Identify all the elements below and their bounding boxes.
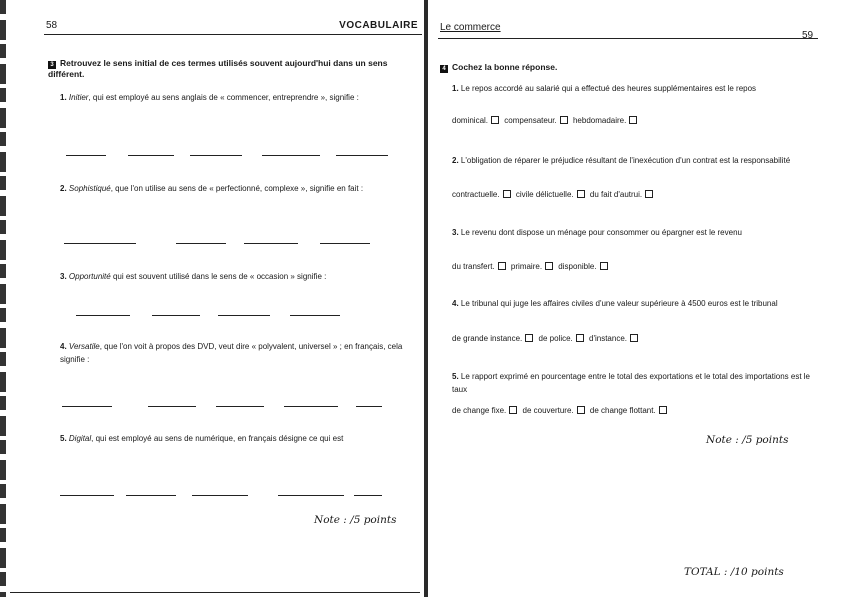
checkbox[interactable] [545, 262, 553, 270]
answer-blank[interactable] [354, 495, 382, 496]
header-rule [44, 34, 422, 35]
answer-blank[interactable] [284, 406, 338, 407]
checkbox[interactable] [577, 190, 585, 198]
answer-blank[interactable] [64, 243, 136, 244]
instruction-text: Retrouvez le sens initial de ces termes utilisés souvent aujourd'hui dans un sens différent. [48, 58, 388, 79]
score-note: Note : /5 points [706, 434, 789, 446]
answer-blank[interactable] [62, 406, 112, 407]
list-item: 5. Le rapport exprimé en pourcentage entre le total des exportations et le total des importations est le taux [452, 372, 810, 394]
list-item: 4. Versatile, que l'on voit à propos des DVD, veut dire « polyvalent, universel » ; en français, cela signifie : [60, 342, 403, 364]
book-gutter [424, 0, 428, 597]
answer-blank[interactable] [262, 155, 320, 156]
checkbox[interactable] [630, 334, 638, 342]
exercise-number-badge: 4 [440, 65, 448, 73]
answer-blank[interactable] [290, 315, 340, 316]
checkbox[interactable] [577, 406, 585, 414]
running-head: VOCABULAIRE [339, 20, 418, 31]
footer-rule [10, 592, 420, 593]
choice-row: de change fixe. de couverture. de change flottant. [452, 405, 670, 417]
running-head: Le commerce [440, 22, 501, 33]
list-item: 2. Sophistiqué, que l'on utilise au sens de « perfectionné, complexe », signifie en fait : [60, 184, 364, 193]
page-number: 59 [802, 30, 814, 41]
answer-blank[interactable] [60, 495, 114, 496]
score-note: Note : /5 points [314, 514, 397, 526]
instruction-text: Cochez la bonne réponse. [452, 62, 558, 72]
answer-blank[interactable] [336, 155, 388, 156]
list-item: 5. Digital, qui est employé au sens de numérique, en français désigne ce qui est [60, 434, 344, 443]
list-item: 1. Le repos accordé au salarié qui a effectué des heures supplémentaires est le repos [452, 84, 757, 93]
list-item: 2. L'obligation de réparer le préjudice résultant de l'inexécution d'un contrat est la responsabilité [452, 156, 791, 165]
choice-row: contractuelle. civile délictuelle. du fait d'autrui. [452, 189, 656, 201]
checkbox[interactable] [491, 116, 499, 124]
answer-blank[interactable] [152, 315, 200, 316]
checkbox[interactable] [576, 334, 584, 342]
answer-blank[interactable] [218, 315, 270, 316]
answer-blank[interactable] [126, 495, 176, 496]
list-item: 4. Le tribunal qui juge les affaires civiles d'une valeur supérieure à 4500 euros est le tribunal [452, 299, 778, 308]
answer-blank[interactable] [320, 243, 370, 244]
checkbox[interactable] [629, 116, 637, 124]
answer-blank[interactable] [66, 155, 106, 156]
header-rule [438, 38, 818, 39]
exercise-instruction [440, 62, 820, 73]
answer-blank[interactable] [216, 406, 264, 407]
checkbox[interactable] [659, 406, 667, 414]
checkbox[interactable] [525, 334, 533, 342]
choice-row: dominical. compensateur. hebdomadaire. [452, 115, 640, 127]
checkbox[interactable] [509, 406, 517, 414]
list-item: 3. Opportunité qui est souvent utilisé dans le sens de « occasion » signifie : [60, 272, 327, 281]
answer-blank[interactable] [192, 495, 248, 496]
checkbox[interactable] [560, 116, 568, 124]
answer-blank[interactable] [76, 315, 130, 316]
checkbox[interactable] [645, 190, 653, 198]
choice-row: du transfert. primaire. disponible. [452, 261, 611, 273]
page-number: 58 [46, 20, 58, 31]
list-item: 1. Initier, qui est employé au sens anglais de « commencer, entreprendre », signifie : [60, 93, 359, 102]
answer-blank[interactable] [148, 406, 196, 407]
answer-blank[interactable] [244, 243, 298, 244]
exercise-number-badge: 3 [48, 61, 56, 69]
answer-blank[interactable] [176, 243, 226, 244]
answer-blank[interactable] [278, 495, 344, 496]
checkbox[interactable] [503, 190, 511, 198]
choice-row: de grande instance. de police. d'instance. [452, 333, 641, 345]
checkbox[interactable] [498, 262, 506, 270]
exercise-instruction [48, 58, 418, 80]
checkbox[interactable] [600, 262, 608, 270]
total-score: TOTAL : /10 points [684, 566, 784, 578]
answer-blank[interactable] [190, 155, 242, 156]
answer-blank[interactable] [356, 406, 382, 407]
right-page [430, 0, 848, 597]
list-item: 3. Le revenu dont dispose un ménage pour consommer ou épargner est le revenu [452, 228, 742, 237]
answer-blank[interactable] [128, 155, 174, 156]
